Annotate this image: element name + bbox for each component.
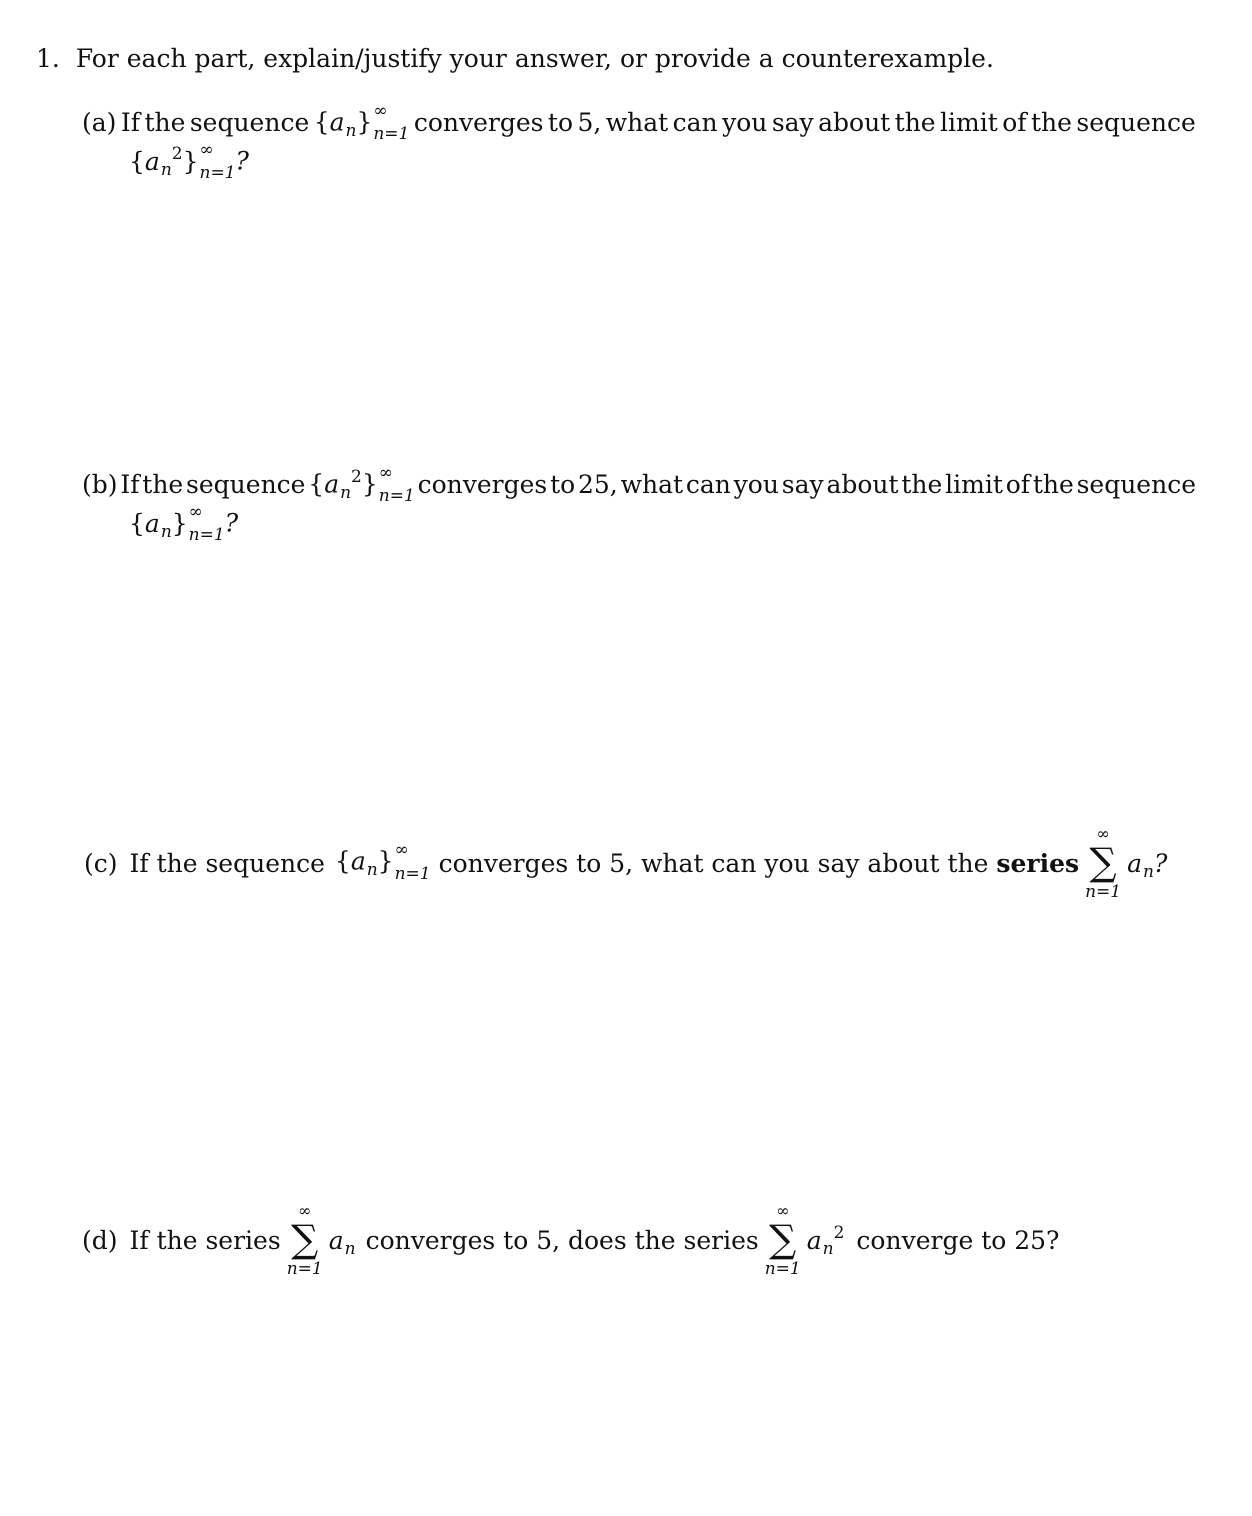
- sum-lower-limit: n=1: [1085, 882, 1122, 903]
- part-b-word: If: [120, 469, 140, 499]
- problem-heading: [36, 46, 994, 71]
- part-d-label: (d): [82, 1226, 118, 1256]
- part-b-word: of: [1005, 469, 1030, 499]
- part-a-word: can: [672, 107, 718, 137]
- part-a-word: about: [818, 107, 891, 137]
- problem-number: 1.: [36, 44, 60, 73]
- part-d-summation-1: [287, 1203, 323, 1278]
- part-b-word: limit: [945, 469, 1003, 499]
- part-b-word: sequence: [186, 469, 306, 499]
- part-c-label: (c): [84, 849, 118, 879]
- part-a-word: the: [1030, 107, 1072, 137]
- part-d-term-an: $a_n$: [328, 1226, 356, 1260]
- part-c-summation: [1085, 826, 1121, 901]
- part-b-word: say: [781, 469, 824, 499]
- sum-upper-limit: ∞: [298, 1201, 312, 1220]
- part-b-word: about: [826, 469, 899, 499]
- sum-lower-limit: n=1: [286, 1259, 323, 1280]
- part-a-word: sequence: [189, 107, 310, 137]
- part-a-word: If: [120, 107, 140, 137]
- part-a-line2: [129, 140, 249, 184]
- part-c-bold-series: series: [996, 849, 1080, 879]
- sum-lower-limit: n=1: [764, 1259, 801, 1280]
- part-b-question-mark: ?: [224, 508, 239, 538]
- part-a-label: (a): [82, 107, 117, 137]
- part-d-term-an-squared: $a_n^2$: [806, 1223, 845, 1260]
- part-b-word: the: [142, 469, 184, 499]
- part-a-sequence-an: $\{a_n\}$ ∞ n=1: [313, 101, 410, 145]
- part-b-line2: [129, 502, 239, 546]
- sigma-icon: ∑: [291, 1217, 319, 1261]
- part-a-word: limit: [940, 107, 998, 137]
- part-b-word: can: [685, 469, 731, 499]
- part-a-word: sequence: [1076, 107, 1196, 137]
- part-a-word: 5,: [577, 107, 602, 137]
- part-a-word: of: [1002, 107, 1027, 137]
- part-b-word: to: [550, 469, 576, 499]
- part-c-text1: If the sequence: [129, 849, 325, 879]
- part-a-word: you: [722, 107, 768, 137]
- part-d-line: [82, 1203, 1059, 1278]
- part-b-word: the: [1032, 469, 1074, 499]
- part-d-text1: If the series: [129, 1226, 281, 1256]
- part-c-sequence-an: $\{a_n\}$ ∞ n=1: [334, 840, 431, 884]
- part-a-question-mark: ?: [235, 146, 249, 176]
- part-b-word: converges: [417, 469, 548, 499]
- part-b-line1: [82, 463, 1196, 507]
- part-c-term: $a_n$?: [1127, 849, 1168, 883]
- part-b-sequence-an: $\{a_n\}$ ∞ n=1: [129, 502, 225, 546]
- part-a-word: say: [771, 107, 814, 137]
- part-a-word: what: [605, 107, 669, 137]
- part-a-word: the: [144, 107, 186, 137]
- part-b-word: sequence: [1076, 469, 1196, 499]
- part-b-word: the: [901, 469, 943, 499]
- problem-intro: For each part, explain/justify your answer, or provide a counterexample.: [75, 44, 994, 73]
- part-b-word: 25,: [578, 469, 618, 499]
- sum-upper-limit: ∞: [1096, 824, 1110, 843]
- part-a-sequence-an-squared: $\{a_n^2\}$ ∞ n=1: [129, 140, 236, 184]
- sigma-icon: ∑: [769, 1217, 797, 1261]
- part-b-sequence-an-squared: $\{a_n^2\}$ ∞ n=1: [308, 463, 415, 507]
- part-d-text3: converge to 25?: [856, 1226, 1060, 1256]
- part-c-text2: converges to 5, what can you say about the: [438, 849, 989, 879]
- part-b-word: you: [733, 469, 779, 499]
- part-d-text2: converges to 5, does the series: [365, 1226, 759, 1256]
- part-a-word: converges: [413, 107, 544, 137]
- part-b-label: (b): [82, 469, 118, 499]
- part-d-summation-2: [765, 1203, 801, 1278]
- part-a-word: to: [547, 107, 574, 137]
- part-b-word: what: [620, 469, 684, 499]
- sigma-icon: ∑: [1089, 840, 1117, 884]
- part-a-line1: [82, 101, 1196, 145]
- part-c-line: [84, 826, 1167, 901]
- sum-upper-limit: ∞: [776, 1201, 790, 1220]
- part-a-word: the: [894, 107, 936, 137]
